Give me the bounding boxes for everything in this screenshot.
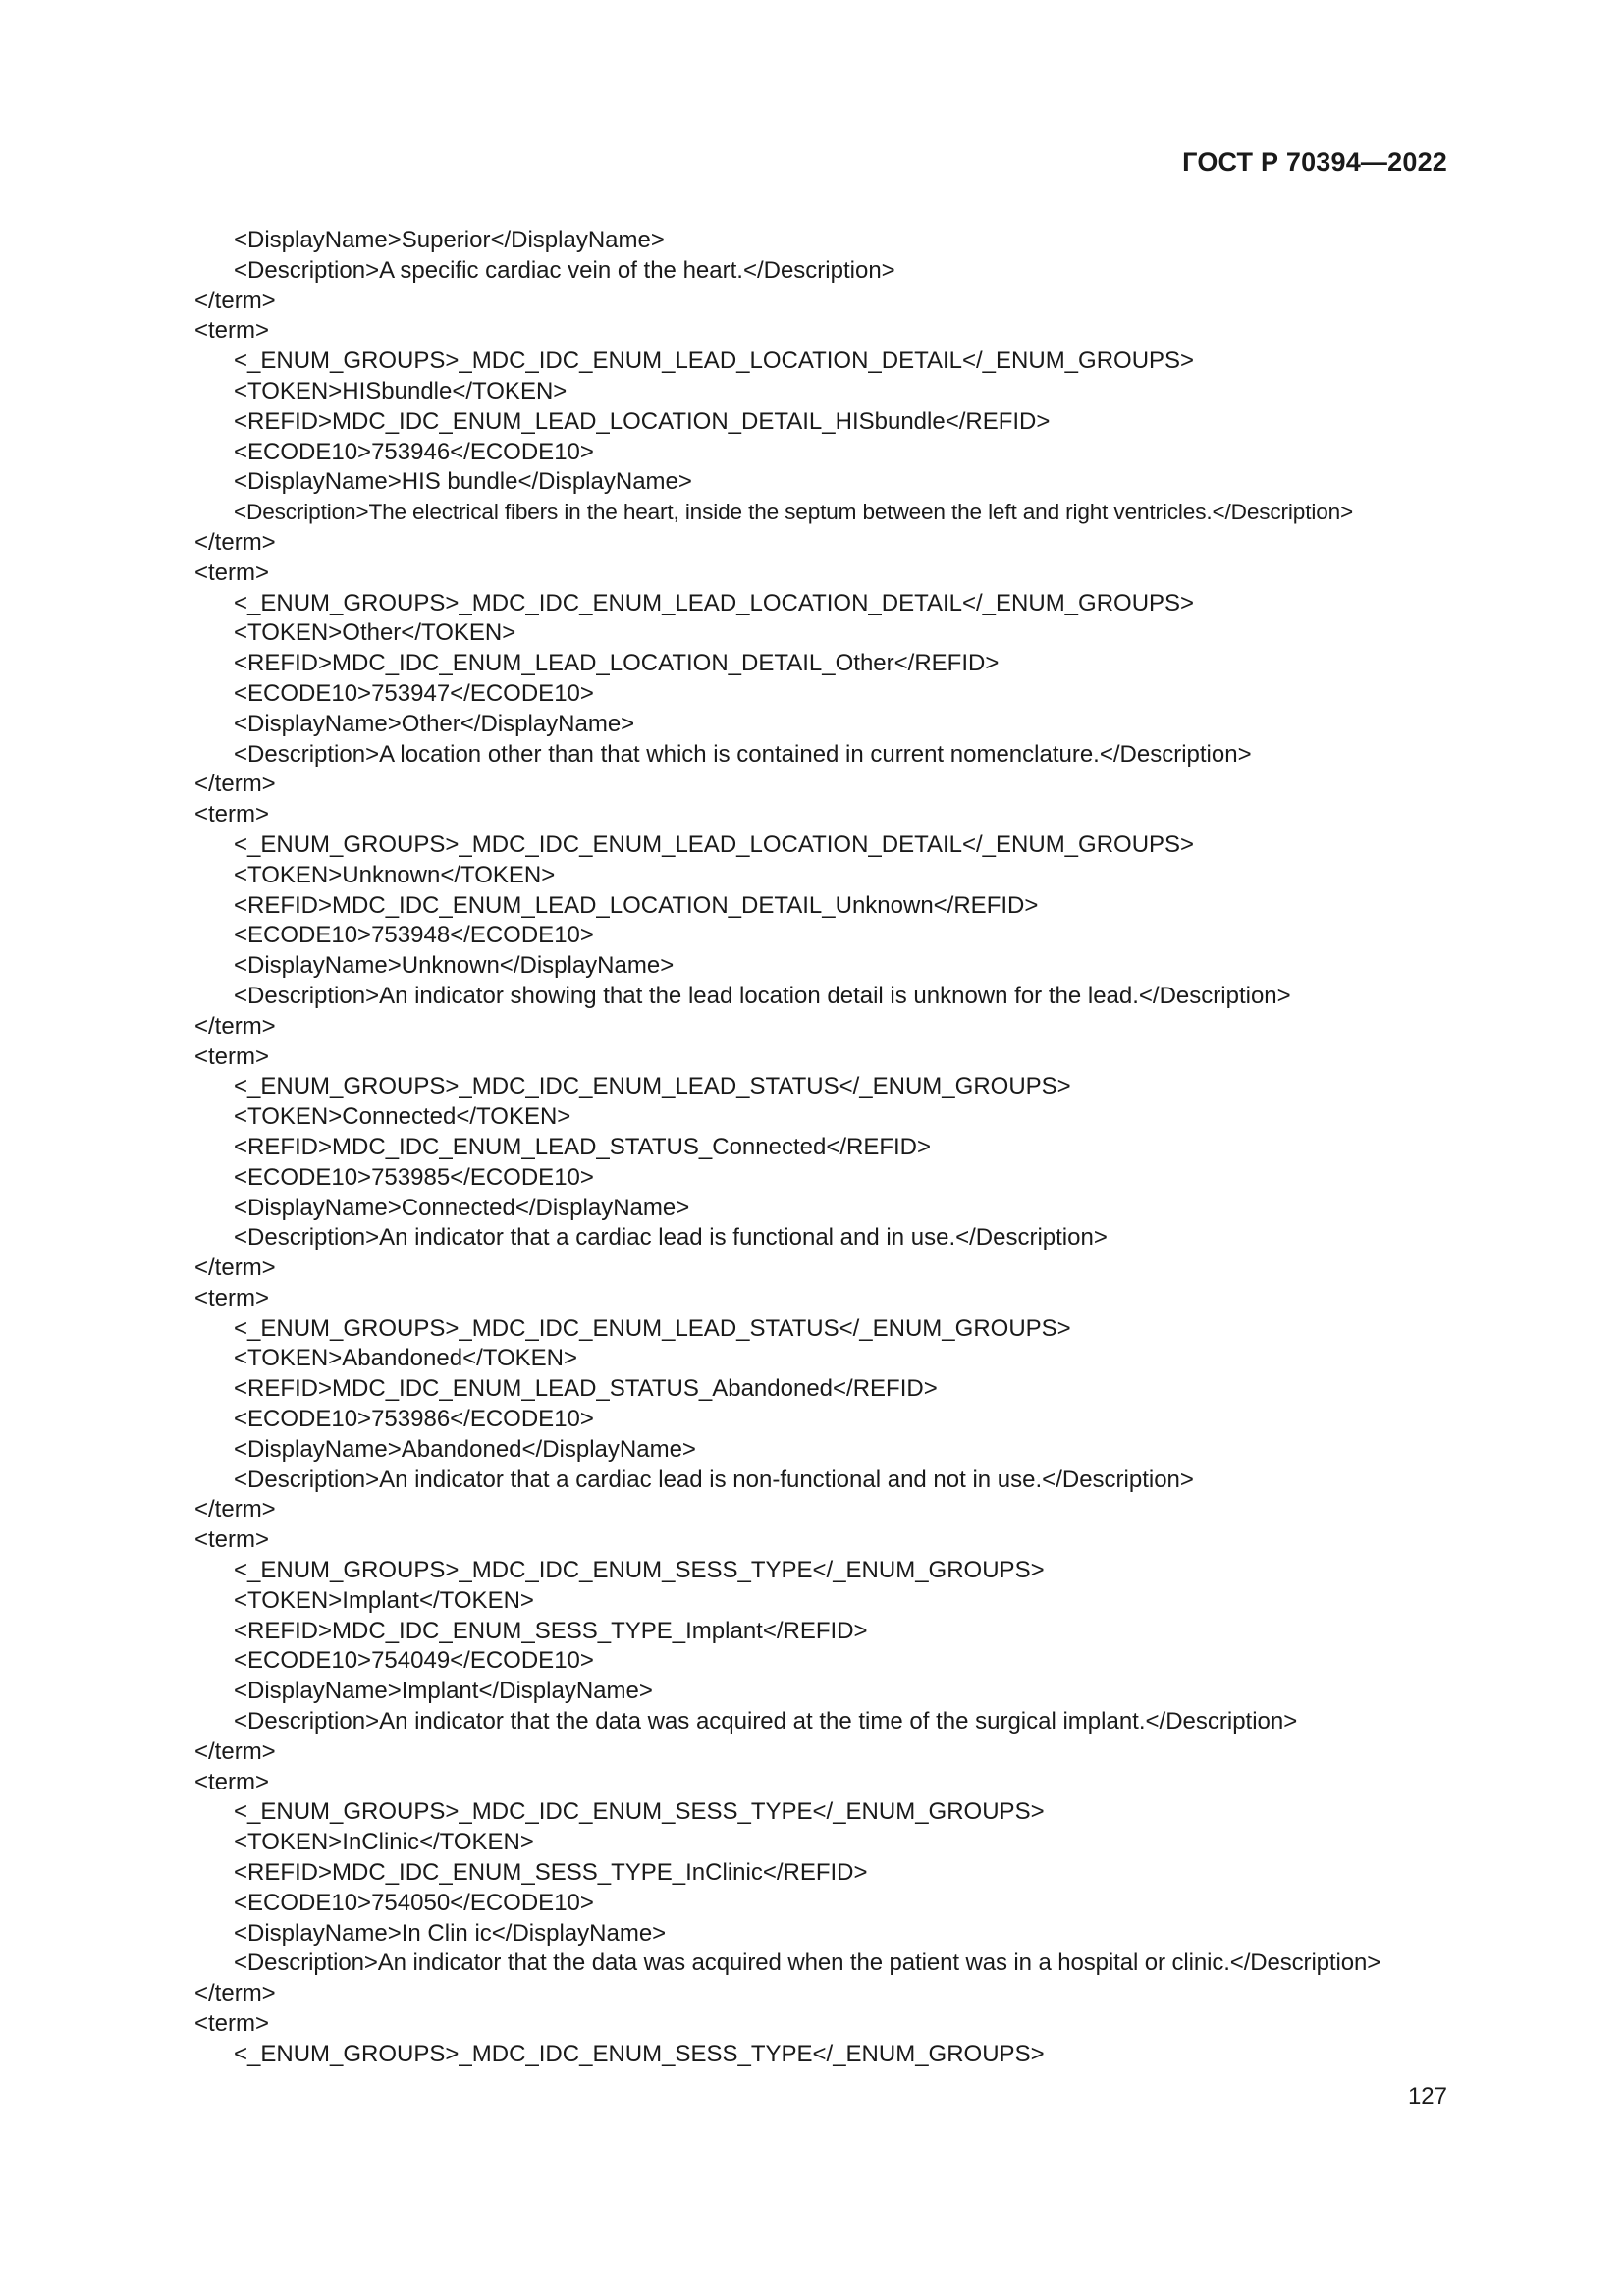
code-line: <REFID>MDC_IDC_ENUM_LEAD_LOCATION_DETAIL_Other</REFID> (234, 650, 1000, 677)
code-line: <DisplayName>Superior</DisplayName> (234, 227, 665, 253)
code-line: </term> (194, 1012, 276, 1040)
code-line: <ECODE10>753947</ECODE10> (234, 679, 594, 707)
code-line: <term> (194, 317, 270, 345)
code-line: <TOKEN>InClinic</TOKEN> (234, 1829, 534, 1856)
code-line: <Description>The electrical fibers in the heart, inside the septum between the left and right ventricles.</Description> (234, 500, 1354, 525)
code-line: <_ENUM_GROUPS>_MDC_IDC_ENUM_LEAD_LOCATION_DETAIL</_ENUM_GROUPS> (234, 347, 1195, 375)
code-line: <_ENUM_GROUPS>_MDC_IDC_ENUM_SESS_TYPE</_ENUM_GROUPS> (234, 1798, 1045, 1826)
code-line: <_ENUM_GROUPS>_MDC_IDC_ENUM_LEAD_LOCATION_DETAIL</_ENUM_GROUPS> (234, 830, 1195, 858)
xml-code-listing (194, 226, 1471, 2070)
code-line: <TOKEN>Other</TOKEN> (234, 619, 516, 647)
code-line: <_ENUM_GROUPS>_MDC_IDC_ENUM_LEAD_LOCATION_DETAIL</_ENUM_GROUPS> (234, 589, 1195, 616)
code-line: </term> (194, 1255, 276, 1282)
code-line: <ECODE10>753948</ECODE10> (234, 922, 594, 949)
code-line: </term> (194, 771, 276, 798)
code-line: <REFID>MDC_IDC_ENUM_LEAD_LOCATION_DETAIL_HISbundle</REFID> (234, 407, 1051, 435)
code-line: <ECODE10>754049</ECODE10> (234, 1647, 594, 1675)
code-line: </term> (194, 1980, 276, 2007)
code-line: <REFID>MDC_IDC_ENUM_SESS_TYPE_InClinic</REFID> (234, 1859, 868, 1887)
code-line: <DisplayName>HIS bundle</DisplayName> (234, 468, 692, 496)
code-line: <ECODE10>753946</ECODE10> (234, 438, 594, 465)
code-line: <Description>An indicator that the data was acquired at the time of the surgical implant.</Description> (234, 1708, 1298, 1735)
code-line: <DisplayName>Abandoned</DisplayName> (234, 1435, 696, 1463)
code-line: <Description>A location other than that which is contained in current nomenclature.</Description> (234, 740, 1252, 768)
code-line: <REFID>MDC_IDC_ENUM_LEAD_STATUS_Abandoned</REFID> (234, 1375, 938, 1403)
code-line: <DisplayName>In Clin ic</DisplayName> (234, 1919, 667, 1947)
code-line: <ECODE10>753985</ECODE10> (234, 1163, 594, 1191)
code-line: <DisplayName>Connected</DisplayName> (234, 1194, 690, 1221)
code-line: <term> (194, 1284, 270, 1311)
code-line: <term> (194, 559, 270, 586)
code-line: </term> (194, 1737, 276, 1765)
page-number: 127 (1407, 2083, 1447, 2109)
code-line: <term> (194, 1042, 270, 1070)
document-header: ГОСТ Р 70394—2022 (1182, 147, 1447, 177)
code-line: <_ENUM_GROUPS>_MDC_IDC_ENUM_LEAD_STATUS</_ENUM_GROUPS> (234, 1314, 1071, 1342)
code-line: </term> (194, 287, 276, 314)
code-line: <term> (194, 801, 270, 828)
code-line: <ECODE10>754050</ECODE10> (234, 1889, 594, 1916)
code-line: <TOKEN>Connected</TOKEN> (234, 1103, 571, 1131)
code-line: <term> (194, 1526, 270, 1554)
code-line: <TOKEN>Implant</TOKEN> (234, 1586, 534, 1614)
code-line: <term> (194, 1768, 270, 1795)
code-line: <ECODE10>753986</ECODE10> (234, 1406, 594, 1433)
code-line: <Description>An indicator showing that the lead location detail is unknown for the lead.</Description> (234, 982, 1291, 1009)
code-line: <Description>An indicator that a cardiac lead is non-functional and not in use.</Description> (234, 1466, 1194, 1493)
code-line: </term> (194, 528, 276, 556)
code-line: <_ENUM_GROUPS>_MDC_IDC_ENUM_SESS_TYPE</_ENUM_GROUPS> (234, 2040, 1045, 2067)
code-line: <DisplayName>Other</DisplayName> (234, 710, 635, 737)
code-line: <Description>An indicator that the data was acquired when the patient was in a hospital or clinic.</Description> (234, 1949, 1381, 1977)
code-line: <TOKEN>HISbundle</TOKEN> (234, 377, 568, 404)
code-line: <Description>An indicator that a cardiac lead is functional and in use.</Description> (234, 1224, 1108, 1252)
code-line: <term> (194, 2010, 270, 2038)
code-line: <_ENUM_GROUPS>_MDC_IDC_ENUM_SESS_TYPE</_ENUM_GROUPS> (234, 1557, 1045, 1584)
code-line: <REFID>MDC_IDC_ENUM_SESS_TYPE_Implant</REFID> (234, 1617, 868, 1644)
code-line: <_ENUM_GROUPS>_MDC_IDC_ENUM_LEAD_STATUS</_ENUM_GROUPS> (234, 1073, 1071, 1100)
code-line: <REFID>MDC_IDC_ENUM_LEAD_LOCATION_DETAIL_Unknown</REFID> (234, 891, 1039, 919)
code-line: <TOKEN>Unknown</TOKEN> (234, 861, 556, 888)
code-line: <TOKEN>Abandoned</TOKEN> (234, 1345, 578, 1372)
code-line: <DisplayName>Unknown</DisplayName> (234, 952, 675, 980)
code-line: <REFID>MDC_IDC_ENUM_LEAD_STATUS_Connected</REFID> (234, 1133, 932, 1160)
code-line: <DisplayName>Implant</DisplayName> (234, 1678, 653, 1705)
code-line: <Description>A specific cardiac vein of the heart.</Description> (234, 256, 895, 284)
code-line: </term> (194, 1496, 276, 1523)
